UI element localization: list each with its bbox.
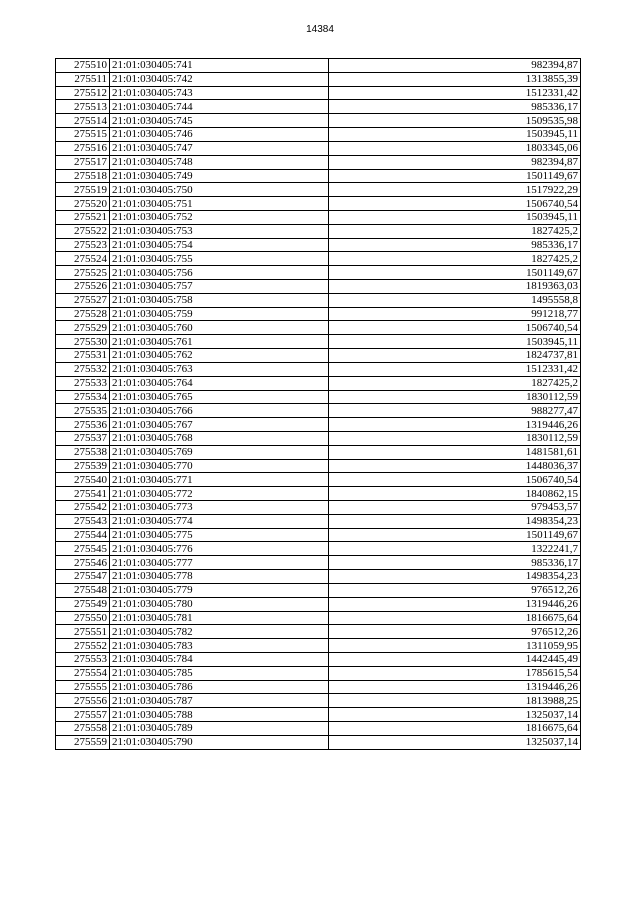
table-row	[56, 183, 581, 197]
table-row	[56, 59, 581, 73]
row-number-cell: 275552	[56, 639, 110, 653]
cadastral-number-cell: 21:01:030405:784	[110, 652, 329, 666]
table-row	[56, 639, 581, 653]
row-number-cell: 275511	[56, 72, 110, 86]
cadastral-number-cell: 21:01:030405:785	[110, 666, 329, 680]
table-row	[56, 321, 581, 335]
table-row	[56, 418, 581, 432]
cadastral-number-cell: 21:01:030405:781	[110, 611, 329, 625]
cadastral-number-cell: 21:01:030405:747	[110, 141, 329, 155]
table-row	[56, 376, 581, 390]
row-number-cell: 275521	[56, 210, 110, 224]
cadastral-value-cell: 1442445,49	[329, 652, 581, 666]
table-row	[56, 114, 581, 128]
cadastral-number-cell: 21:01:030405:743	[110, 86, 329, 100]
cadastral-value-cell: 1319446,26	[329, 680, 581, 694]
cadastral-value-cell: 1495558,8	[329, 293, 581, 307]
row-number-cell: 275546	[56, 556, 110, 570]
cadastral-number-cell: 21:01:030405:767	[110, 418, 329, 432]
table-row	[56, 666, 581, 680]
row-number-cell: 275533	[56, 376, 110, 390]
table-row	[56, 542, 581, 556]
cadastral-value-cell: 982394,87	[329, 59, 581, 73]
cadastral-number-cell: 21:01:030405:768	[110, 431, 329, 445]
row-number-cell: 275526	[56, 280, 110, 294]
row-number-cell: 275513	[56, 100, 110, 114]
cadastral-number-cell: 21:01:030405:753	[110, 224, 329, 238]
table-row	[56, 238, 581, 252]
row-number-cell: 275555	[56, 680, 110, 694]
cadastral-value-cell: 1319446,26	[329, 418, 581, 432]
table-row	[56, 141, 581, 155]
cadastral-value-cell: 1830112,59	[329, 390, 581, 404]
table-row	[56, 197, 581, 211]
row-number-cell: 275519	[56, 183, 110, 197]
cadastral-value-cell: 1506740,54	[329, 197, 581, 211]
table-row	[56, 404, 581, 418]
table-row	[56, 611, 581, 625]
page-number: 14384	[306, 24, 334, 35]
cadastral-number-cell: 21:01:030405:771	[110, 473, 329, 487]
cadastral-number-cell: 21:01:030405:760	[110, 321, 329, 335]
row-number-cell: 275528	[56, 307, 110, 321]
cadastral-number-cell: 21:01:030405:770	[110, 459, 329, 473]
table-row	[56, 362, 581, 376]
cadastral-value-cell: 1501149,67	[329, 169, 581, 183]
cadastral-number-cell: 21:01:030405:773	[110, 501, 329, 515]
cadastral-number-cell: 21:01:030405:766	[110, 404, 329, 418]
table-row	[56, 72, 581, 86]
cadastral-number-cell: 21:01:030405:759	[110, 307, 329, 321]
cadastral-number-cell: 21:01:030405:772	[110, 487, 329, 501]
row-number-cell: 275541	[56, 487, 110, 501]
table-row	[56, 735, 581, 749]
row-number-cell: 275515	[56, 128, 110, 142]
row-number-cell: 275553	[56, 652, 110, 666]
table-row	[56, 210, 581, 224]
cadastral-value-cell: 985336,17	[329, 556, 581, 570]
table-row	[56, 86, 581, 100]
cadastral-number-cell: 21:01:030405:775	[110, 528, 329, 542]
row-number-cell: 275530	[56, 335, 110, 349]
cadastral-number-cell: 21:01:030405:744	[110, 100, 329, 114]
row-number-cell: 275537	[56, 431, 110, 445]
table-row	[56, 583, 581, 597]
cadastral-value-cell: 976512,26	[329, 625, 581, 639]
cadastral-number-cell: 21:01:030405:780	[110, 597, 329, 611]
cadastral-number-cell: 21:01:030405:769	[110, 445, 329, 459]
row-number-cell: 275510	[56, 59, 110, 73]
cadastral-value-cell: 1803345,06	[329, 141, 581, 155]
cadastral-number-cell: 21:01:030405:758	[110, 293, 329, 307]
cadastral-value-cell: 1481581,61	[329, 445, 581, 459]
row-number-cell: 275522	[56, 224, 110, 238]
cadastral-number-cell: 21:01:030405:742	[110, 72, 329, 86]
row-number-cell: 275558	[56, 722, 110, 736]
table-row	[56, 501, 581, 515]
row-number-cell: 275517	[56, 155, 110, 169]
table-row	[56, 445, 581, 459]
cadastral-value-cell: 991218,77	[329, 307, 581, 321]
row-number-cell: 275525	[56, 266, 110, 280]
cadastral-value-cell: 1448036,37	[329, 459, 581, 473]
table-row	[56, 169, 581, 183]
row-number-cell: 275559	[56, 735, 110, 749]
cadastral-number-cell: 21:01:030405:762	[110, 349, 329, 363]
table-row	[56, 597, 581, 611]
table-row	[56, 224, 581, 238]
row-number-cell: 275550	[56, 611, 110, 625]
table-row	[56, 652, 581, 666]
cadastral-value-cell: 1509535,98	[329, 114, 581, 128]
cadastral-number-cell: 21:01:030405:755	[110, 252, 329, 266]
table-row	[56, 570, 581, 584]
table-row	[56, 487, 581, 501]
cadastral-value-cell: 1827425,2	[329, 224, 581, 238]
cadastral-number-cell: 21:01:030405:777	[110, 556, 329, 570]
table-row	[56, 266, 581, 280]
cadastral-value-cell: 979453,57	[329, 501, 581, 515]
cadastral-number-cell: 21:01:030405:763	[110, 362, 329, 376]
cadastral-value-cell: 1319446,26	[329, 597, 581, 611]
table-row	[56, 431, 581, 445]
cadastral-value-table	[55, 58, 581, 750]
cadastral-value-cell: 1325037,14	[329, 708, 581, 722]
cadastral-number-cell: 21:01:030405:764	[110, 376, 329, 390]
cadastral-value-cell: 1503945,11	[329, 128, 581, 142]
cadastral-number-cell: 21:01:030405:757	[110, 280, 329, 294]
row-number-cell: 275529	[56, 321, 110, 335]
cadastral-value-cell: 1512331,42	[329, 362, 581, 376]
row-number-cell: 275554	[56, 666, 110, 680]
cadastral-value-cell: 982394,87	[329, 155, 581, 169]
cadastral-value-cell: 1512331,42	[329, 86, 581, 100]
cadastral-value-cell: 1506740,54	[329, 321, 581, 335]
table-row	[56, 307, 581, 321]
table-row	[56, 556, 581, 570]
cadastral-number-cell: 21:01:030405:761	[110, 335, 329, 349]
table-body	[56, 59, 581, 750]
table-row	[56, 694, 581, 708]
row-number-cell: 275516	[56, 141, 110, 155]
cadastral-value-cell: 1325037,14	[329, 735, 581, 749]
row-number-cell: 275557	[56, 708, 110, 722]
cadastral-number-cell: 21:01:030405:752	[110, 210, 329, 224]
cadastral-value-cell: 988277,47	[329, 404, 581, 418]
cadastral-value-cell: 1819363,03	[329, 280, 581, 294]
row-number-cell: 275547	[56, 570, 110, 584]
cadastral-number-cell: 21:01:030405:741	[110, 59, 329, 73]
row-number-cell: 275520	[56, 197, 110, 211]
cadastral-value-cell: 985336,17	[329, 238, 581, 252]
cadastral-value-cell: 1816675,64	[329, 611, 581, 625]
table-row	[56, 155, 581, 169]
table-row	[56, 349, 581, 363]
table-row	[56, 708, 581, 722]
cadastral-number-cell: 21:01:030405:786	[110, 680, 329, 694]
cadastral-value-cell: 1840862,15	[329, 487, 581, 501]
cadastral-value-cell: 1498354,23	[329, 570, 581, 584]
cadastral-value-cell: 1322241,7	[329, 542, 581, 556]
cadastral-number-cell: 21:01:030405:779	[110, 583, 329, 597]
cadastral-value-cell: 1827425,2	[329, 376, 581, 390]
cadastral-number-cell: 21:01:030405:778	[110, 570, 329, 584]
cadastral-number-cell: 21:01:030405:765	[110, 390, 329, 404]
table-row	[56, 128, 581, 142]
table-row	[56, 473, 581, 487]
cadastral-number-cell: 21:01:030405:776	[110, 542, 329, 556]
cadastral-value-cell: 1506740,54	[329, 473, 581, 487]
cadastral-value-cell: 1517922,29	[329, 183, 581, 197]
cadastral-value-cell: 976512,26	[329, 583, 581, 597]
cadastral-value-cell: 1501149,67	[329, 528, 581, 542]
row-number-cell: 275548	[56, 583, 110, 597]
cadastral-value-cell: 1313855,39	[329, 72, 581, 86]
table-row	[56, 252, 581, 266]
table-row	[56, 390, 581, 404]
cadastral-number-cell: 21:01:030405:751	[110, 197, 329, 211]
cadastral-value-cell: 1830112,59	[329, 431, 581, 445]
cadastral-number-cell: 21:01:030405:774	[110, 514, 329, 528]
row-number-cell: 275512	[56, 86, 110, 100]
cadastral-value-cell: 1785615,54	[329, 666, 581, 680]
cadastral-number-cell: 21:01:030405:782	[110, 625, 329, 639]
table-row	[56, 335, 581, 349]
table-row	[56, 722, 581, 736]
table-row	[56, 100, 581, 114]
cadastral-value-cell: 985336,17	[329, 100, 581, 114]
table-row	[56, 625, 581, 639]
row-number-cell: 275534	[56, 390, 110, 404]
cadastral-value-cell: 1503945,11	[329, 335, 581, 349]
row-number-cell: 275551	[56, 625, 110, 639]
cadastral-value-cell: 1498354,23	[329, 514, 581, 528]
cadastral-number-cell: 21:01:030405:745	[110, 114, 329, 128]
row-number-cell: 275524	[56, 252, 110, 266]
row-number-cell: 275531	[56, 349, 110, 363]
row-number-cell: 275536	[56, 418, 110, 432]
cadastral-value-cell: 1824737,81	[329, 349, 581, 363]
cadastral-value-cell: 1827425,2	[329, 252, 581, 266]
table-row	[56, 293, 581, 307]
cadastral-number-cell: 21:01:030405:750	[110, 183, 329, 197]
cadastral-value-cell: 1813988,25	[329, 694, 581, 708]
row-number-cell: 275539	[56, 459, 110, 473]
cadastral-number-cell: 21:01:030405:787	[110, 694, 329, 708]
cadastral-value-cell: 1503945,11	[329, 210, 581, 224]
cadastral-value-cell: 1501149,67	[329, 266, 581, 280]
cadastral-number-cell: 21:01:030405:789	[110, 722, 329, 736]
row-number-cell: 275523	[56, 238, 110, 252]
row-number-cell: 275518	[56, 169, 110, 183]
cadastral-number-cell: 21:01:030405:756	[110, 266, 329, 280]
cadastral-number-cell: 21:01:030405:790	[110, 735, 329, 749]
row-number-cell: 275544	[56, 528, 110, 542]
row-number-cell: 275540	[56, 473, 110, 487]
row-number-cell: 275556	[56, 694, 110, 708]
table-row	[56, 528, 581, 542]
row-number-cell: 275527	[56, 293, 110, 307]
cadastral-value-cell: 1816675,64	[329, 722, 581, 736]
row-number-cell: 275549	[56, 597, 110, 611]
table-row	[56, 459, 581, 473]
cadastral-number-cell: 21:01:030405:746	[110, 128, 329, 142]
row-number-cell: 275532	[56, 362, 110, 376]
cadastral-number-cell: 21:01:030405:754	[110, 238, 329, 252]
table-row	[56, 280, 581, 294]
row-number-cell: 275543	[56, 514, 110, 528]
table-row	[56, 514, 581, 528]
row-number-cell: 275514	[56, 114, 110, 128]
cadastral-number-cell: 21:01:030405:783	[110, 639, 329, 653]
cadastral-number-cell: 21:01:030405:748	[110, 155, 329, 169]
table-row	[56, 680, 581, 694]
cadastral-number-cell: 21:01:030405:749	[110, 169, 329, 183]
cadastral-value-cell: 1311059,95	[329, 639, 581, 653]
row-number-cell: 275545	[56, 542, 110, 556]
row-number-cell: 275542	[56, 501, 110, 515]
row-number-cell: 275538	[56, 445, 110, 459]
row-number-cell: 275535	[56, 404, 110, 418]
cadastral-number-cell: 21:01:030405:788	[110, 708, 329, 722]
